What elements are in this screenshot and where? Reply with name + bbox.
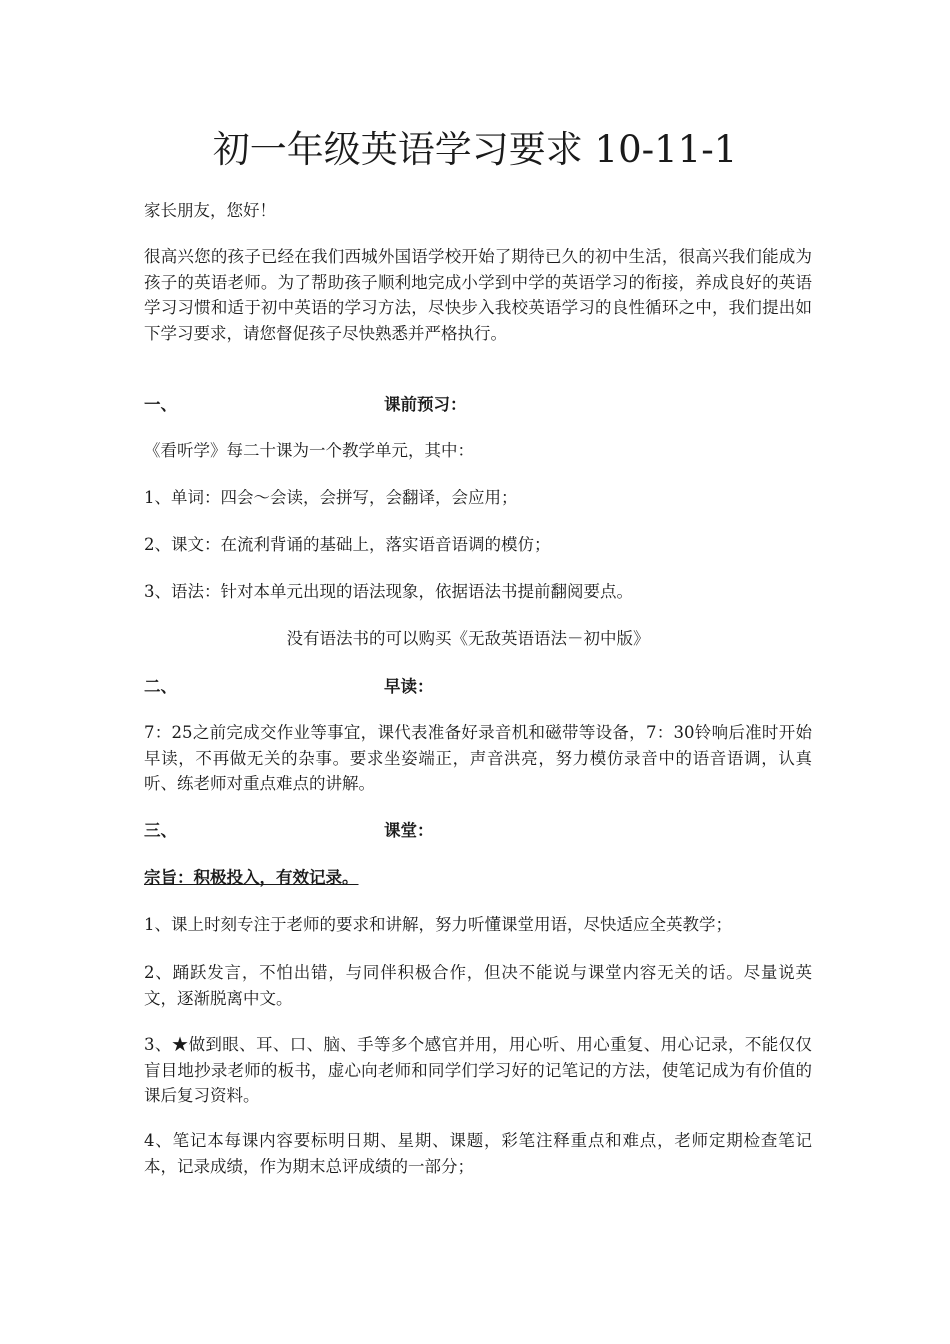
section-3-label: 课堂： — [384, 821, 434, 840]
list-item: 4、笔记本每课内容要标明日期、星期、课题，彩笔注释重点和难点，老师定期检查笔记本，记录成绩，作为期末总评成绩的一部分； — [144, 1131, 812, 1176]
list-item: 1、课上时刻专注于老师的要求和讲解，努力听懂课堂用语，尽快适应全英教学； — [144, 915, 732, 934]
section-2-number: 二、 — [144, 677, 177, 696]
document-title: 初一年级英语学习要求 10-11-1 — [212, 128, 738, 171]
section-1-lead: 《看听学》每二十课为一个教学单元，其中： — [144, 441, 474, 460]
section-1-number: 一、 — [144, 395, 177, 414]
section-2-label: 早读： — [384, 677, 434, 696]
motto-text: 宗旨：积极投入，有效记录。 — [144, 868, 359, 887]
section-3-number: 三、 — [144, 821, 177, 840]
section-1-label: 课前预习： — [384, 395, 467, 414]
intro-paragraph: 很高兴您的孩子已经在我们西城外国语学校开始了期待已久的初中生活，很高兴我们能成为孩子的英语老师。为了帮助孩子顺利地完成小学到中学的英语学习的衔接，养成良好的英语学习习惯和适于初中英语的学习方法，尽快步入我校英语学习的良性循环之中，我们提出如下学习要求，请您督促孩子尽快熟悉并严格执行。 — [144, 247, 812, 343]
section-3-motto — [144, 865, 812, 891]
list-item: 2、课文：在流利背诵的基础上，落实语音语调的模仿； — [144, 535, 551, 554]
grammar-book-note: 没有语法书的可以购买《无敌英语语法－初中版》 — [286, 629, 650, 648]
list-item: 1、单词：四会～会读，会拼写，会翻译，会应用； — [144, 488, 518, 507]
list-item: 3、★做到眼、耳、口、脑、手等多个感官并用，用心听、用心重复、用心记录，不能仅仅盲目地抄录老师的板书，虚心向老师和同学们学习好的记笔记的方法，使笔记成为有价值的课后复习资料。 — [144, 1035, 812, 1105]
greeting: 家长朋友，您好！ — [144, 201, 276, 220]
list-item: 2、踊跃发言，不怕出错，与同伴积极合作，但决不能说与课堂内容无关的话。尽量说英文，逐渐脱离中文。 — [144, 963, 812, 1008]
list-item: 3、语法：针对本单元出现的语法现象，依据语法书提前翻阅要点。 — [144, 582, 633, 601]
section-2-body: 7：25之前完成交作业等事宜，课代表准备好录音机和磁带等设备，7：30铃响后准时开始早读，不再做无关的杂事。要求坐姿端正，声音洪亮，努力模仿录音中的语音语调，认真听、练老师对重点难点的讲解。 — [144, 723, 812, 793]
